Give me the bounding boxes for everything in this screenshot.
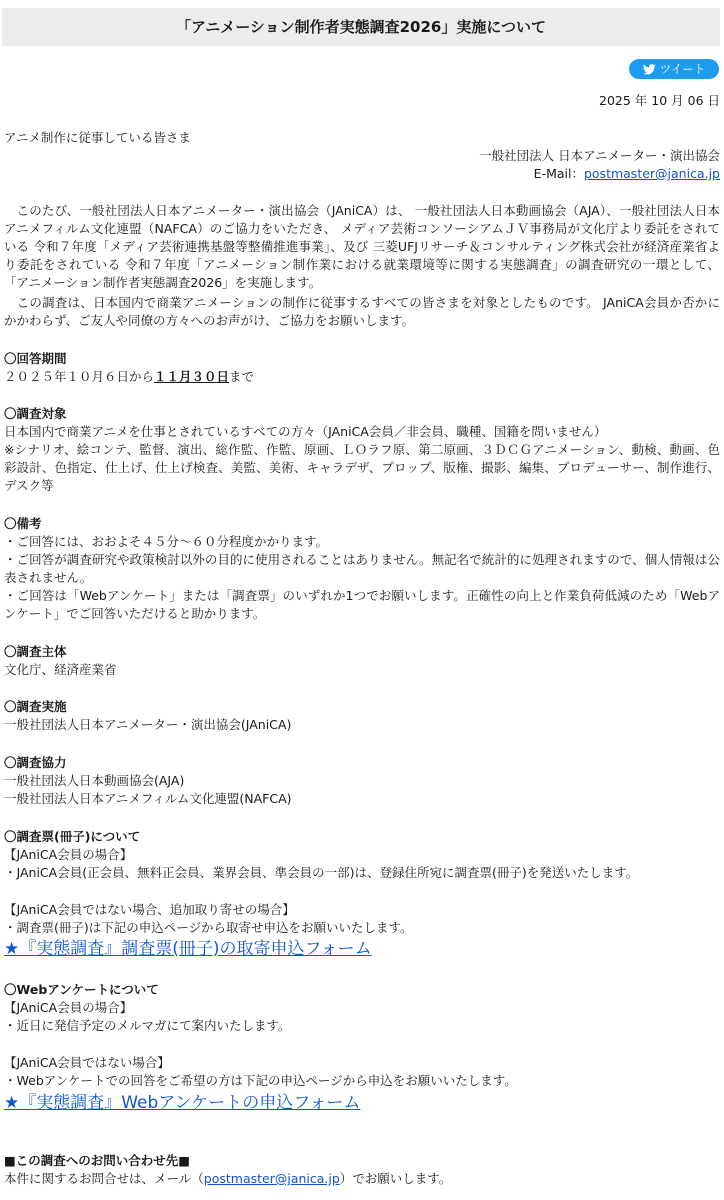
- web-member-label: 【JAniCA会員の場合】: [4, 1000, 133, 1015]
- note-item: ・ご回答は「Webアンケート」または「調査票」のいずれか1つでお願いします。正確性の向上と作業負荷低減のため「Webアンケート」でご回答いただけると助かります。: [4, 588, 720, 621]
- period-text: [4, 368, 720, 386]
- publish-date: 2025 年 10 月 06 日: [599, 93, 720, 108]
- sponsor-text: 文化庁、経済産業省: [4, 662, 117, 677]
- period-prefix: ２０２５年１０月６日から: [4, 369, 155, 384]
- period-heading: 〇回答期間: [4, 351, 67, 366]
- sponsor-heading: 〇調査主体: [4, 644, 67, 659]
- notes-heading: 〇備考: [4, 516, 42, 531]
- implement-heading: 〇調査実施: [4, 699, 67, 714]
- sender-email-line: [534, 165, 720, 183]
- period-suffix: まで: [229, 369, 255, 384]
- sender-email-link[interactable]: postmaster@janica.jp: [583, 166, 720, 181]
- intro-paragraph-1: このたび、一般社団法人日本アニメーター・演出協会（JAniCA）は、 一般社団法人日本動画協会（AJA）、一般社団法人日本アニメフィルム文化連盟（NAFCA）のご協力をいただき、 メディア芸術コンソーシアムＪＶ事務局が文化庁より委託をされている 令和７年度「メディア芸術連携基盤等整備推進事業」、及び 三菱UFJリサーチ＆コンサルティング株式会社が経済産業省より委託をされている 令和７年度「アニメーション制作業における就業環境等に関する実態調査」の調査研究の一環として、 「アニメーション制作者実態調査2026」を実施します。: [4, 203, 720, 290]
- booklet-request-form-link[interactable]: ★『実態調査』調査票(冊子)の取寄申込フォーム: [4, 939, 372, 959]
- web-heading: 〇Webアンケートについて: [4, 982, 159, 997]
- booklet-member-text: ・JAniCA会員(正会員、無料正会員、業界会員、準会員の一部)は、登録住所宛に調査票(冊子)を発送いたします。: [4, 865, 639, 880]
- web-nonmember-text: ・Webアンケートでの回答をご希望の方は下記の申込ページから申込をお願いいたします。: [4, 1073, 517, 1088]
- twitter-bird-icon: [643, 64, 656, 75]
- contact-text: [4, 1170, 720, 1188]
- booklet-member-label: 【JAniCA会員の場合】: [4, 847, 133, 862]
- target-heading: 〇調査対象: [4, 406, 67, 421]
- addressee: アニメ制作に従事している皆さま: [4, 130, 191, 145]
- implement-text: 一般社団法人日本アニメーター・演出協会(JAniCA): [4, 717, 292, 732]
- booklet-nonmember-text: ・調査票(冊子)は下記の申込ページから取寄せ申込をお願いいたします。: [4, 920, 413, 935]
- target-line-1: 日本国内で商業アニメを仕事とされているすべての方々（JAniCA会員／非会員、職種、国籍を問いません）: [4, 424, 607, 439]
- tweet-label: ツイート: [659, 62, 706, 76]
- web-nonmember-label: 【JAniCA会員ではない場合】: [4, 1055, 170, 1070]
- booklet-heading: 〇調査票(冊子)について: [4, 829, 141, 844]
- tweet-button[interactable]: [629, 59, 719, 79]
- cooperation-heading: 〇調査協力: [4, 755, 67, 770]
- web-survey-form-link[interactable]: ★『実態調査』Webアンケートの申込フォーム: [4, 1093, 361, 1113]
- contact-heading: ■この調査へのお問い合わせ先■: [4, 1153, 191, 1168]
- web-member-text: ・近日に発信予定のメルマガにて案内いたします。: [4, 1018, 291, 1033]
- intro-paragraph-2: この調査は、日本国内で商業アニメーションの制作に従事するすべての皆さまを対象としたものです。 JAniCA会員か否かにかかわらず、ご友人や同僚の方々へのお声がけ、ご協力をお願いします。: [4, 295, 720, 328]
- contact-email-link[interactable]: postmaster@janica.jp: [203, 1171, 340, 1186]
- note-item: ・ご回答が調査研究や政策検討以外の目的に使用されることはありません。無記名で統計的に処理されますので、個人情報は公表されません。: [4, 552, 720, 585]
- booklet-nonmember-label: 【JAniCA会員ではない場合、追加取り寄せの場合】: [4, 902, 295, 917]
- cooperation-line-1: 一般社団法人日本動画協会(AJA): [4, 773, 185, 788]
- page-title-bar: [2, 8, 720, 46]
- contact-prefix: 本件に関するお問合せは、メール（: [4, 1171, 204, 1186]
- cooperation-line-2: 一般社団法人日本アニメフィルム文化連盟(NAFCA): [4, 791, 292, 806]
- target-line-2: ※シナリオ、絵コンテ、監督、演出、総作監、作監、原画、ＬＯラフ原、第二原画、３ＤＣＧアニメーション、動検、動画、色彩設計、色指定、仕上げ、仕上げ検査、美監、美術、キャラデザ、プロップ、版権、撮影、編集、プロデューサー、制作進行、デスク等: [4, 442, 720, 493]
- email-label: E-Mail：: [533, 166, 584, 181]
- sender-org: 一般社団法人 日本アニメーター・演出協会: [479, 148, 720, 163]
- note-item: ・ご回答には、おおよそ４５分〜６０分程度かかります。: [4, 534, 329, 549]
- contact-suffix: ）でお願いします。: [339, 1171, 452, 1186]
- period-end-date: １１月３０日: [154, 369, 230, 384]
- page-title: 「アニメーション制作者実態調査2026」実施について: [175, 18, 547, 36]
